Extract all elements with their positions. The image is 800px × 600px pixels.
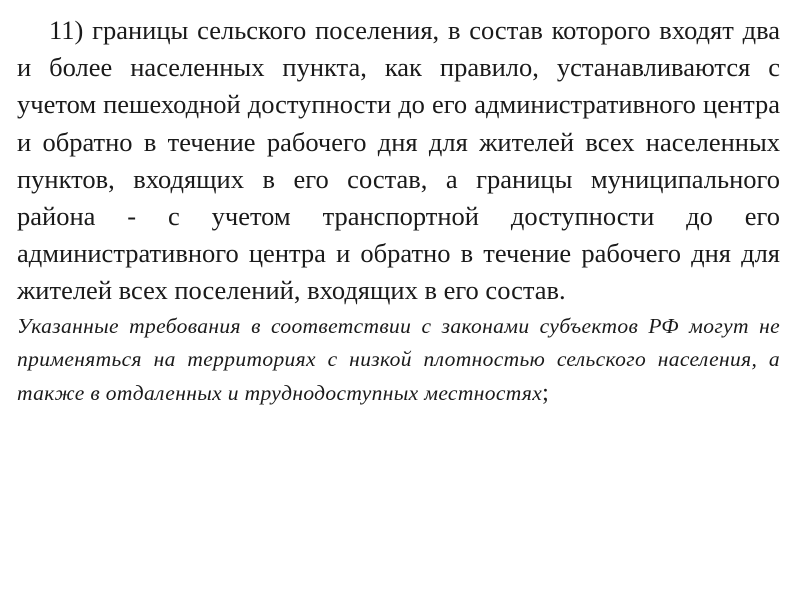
italic-note-text: Указанные требования в соответствии с законами субъектов РФ могут не применяться на территориях с низкой плотностью сельского населения, а также в отдаленных и труднодоступных местностях xyxy=(17,313,780,406)
trailing-semicolon: ; xyxy=(542,380,550,407)
main-paragraph: 11) границы сельского поселения, в состав которого входят два и более населенных пункта, как правило, устанавливаются с учетом пешеходной доступности до его административного центра и обратно в течение рабочего дня для жителей всех населенных пунктов, входящих в его состав, а границы муниципального района - с учетом транспортной доступности до его административного центра и обратно в течение рабочего дня для жителей всех поселений, входящих в его состав. xyxy=(17,15,780,306)
italic-note-paragraph xyxy=(17,310,780,411)
